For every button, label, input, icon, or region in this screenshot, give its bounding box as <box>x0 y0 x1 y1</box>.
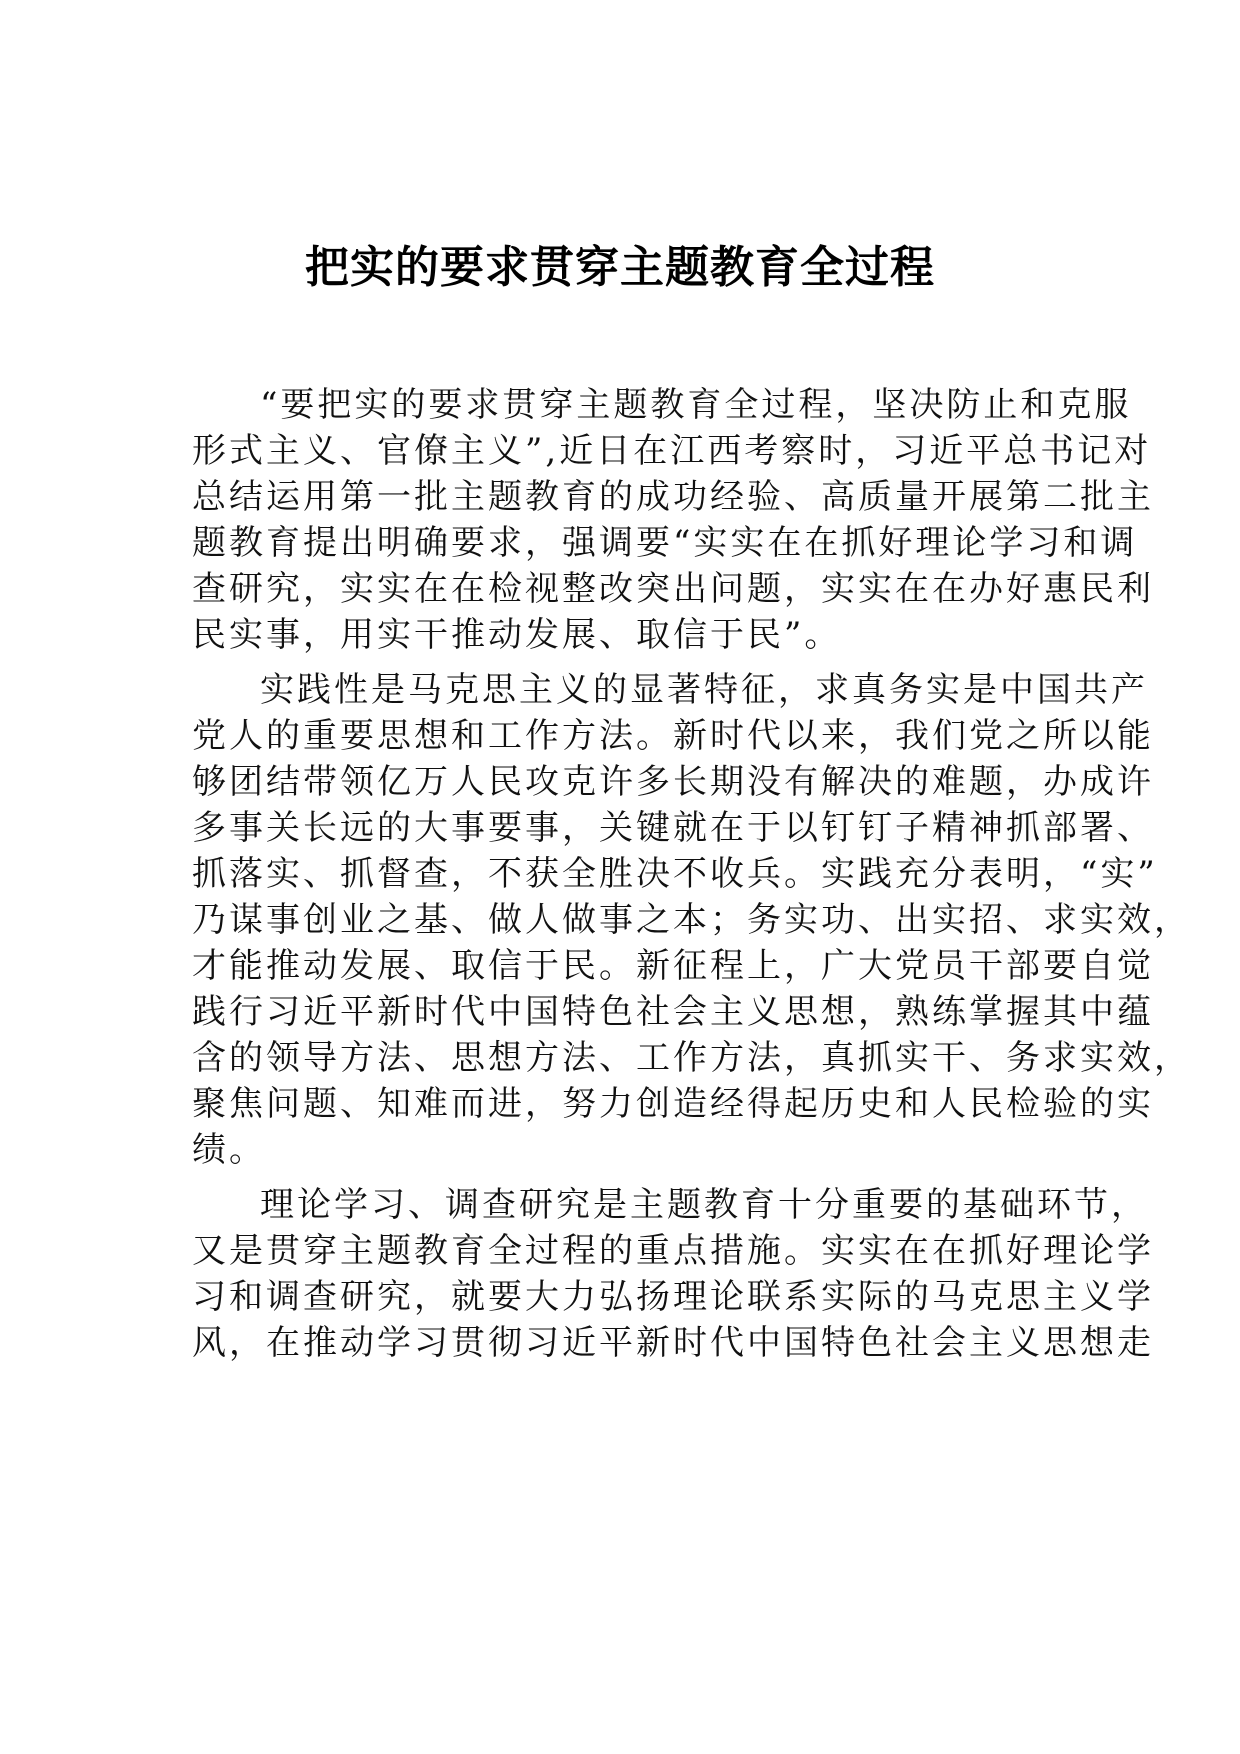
text-line: 践行习近平新时代中国特色社会主义思想，熟练掌握其中蕴 <box>192 992 1154 1032</box>
text-line: 多事关长远的大事要事，关键就在于以钉钉子精神抓部署、 <box>192 808 1154 848</box>
text-line: 才能推动发展、取信于民。新征程上，广大党员干部要自觉 <box>192 946 1154 986</box>
text-line: 乃谋事创业之基、做人做事之本；务实功、出实招、求实效， <box>192 900 1191 940</box>
text-line: “要把实的要求贯穿主题教育全过程，坚决防止和克服 <box>260 385 1132 425</box>
text-line: 聚焦问题、知难而进，努力创造经得起历史和人民检验的实 <box>192 1084 1154 1124</box>
text-line: 形式主义、官僚主义”,近日在江西考察时，习近平总书记对 <box>192 431 1152 471</box>
text-line: 含的领导方法、思想方法、工作方法，真抓实干、务求实效， <box>192 1038 1191 1078</box>
text-line: 实践性是马克思主义的显著特征，求真务实是中国共产 <box>260 670 1148 710</box>
paragraph-1 <box>192 382 1154 658</box>
text-line: 题教育提出明确要求，强调要“实实在在抓好理论学习和调 <box>192 523 1138 563</box>
text-line: 习和调查研究，就要大力弘扬理论联系实际的马克思主义学 <box>192 1277 1154 1317</box>
text-line: 理论学习、调查研究是主题教育十分重要的基础环节， <box>260 1185 1148 1225</box>
paragraph-2 <box>192 667 1191 1173</box>
text-line: 绩。 <box>192 1130 266 1170</box>
paragraph-3 <box>192 1182 1154 1366</box>
text-line: 党人的重要思想和工作方法。新时代以来，我们党之所以能 <box>192 716 1154 756</box>
text-line: 抓落实、抓督查，不获全胜决不收兵。实践充分表明，“实” <box>192 854 1158 894</box>
text-line: 风，在推动学习贯彻习近平新时代中国特色社会主义思想走 <box>192 1323 1154 1363</box>
text-line: 总结运用第一批主题教育的成功经验、高质量开展第二批主 <box>192 477 1154 517</box>
text-line: 查研究，实实在在检视整改突出问题，实实在在办好惠民利 <box>192 569 1154 609</box>
text-line: 民实事，用实干推动发展、取信于民”。 <box>192 615 842 655</box>
text-line: 又是贯穿主题教育全过程的重点措施。实实在在抓好理论学 <box>192 1231 1154 1271</box>
document-title: 把实的要求贯穿主题教育全过程 <box>305 242 935 293</box>
text-line: 够团结带领亿万人民攻克许多长期没有解决的难题，办成许 <box>192 762 1154 802</box>
document-body <box>192 382 1191 1375</box>
